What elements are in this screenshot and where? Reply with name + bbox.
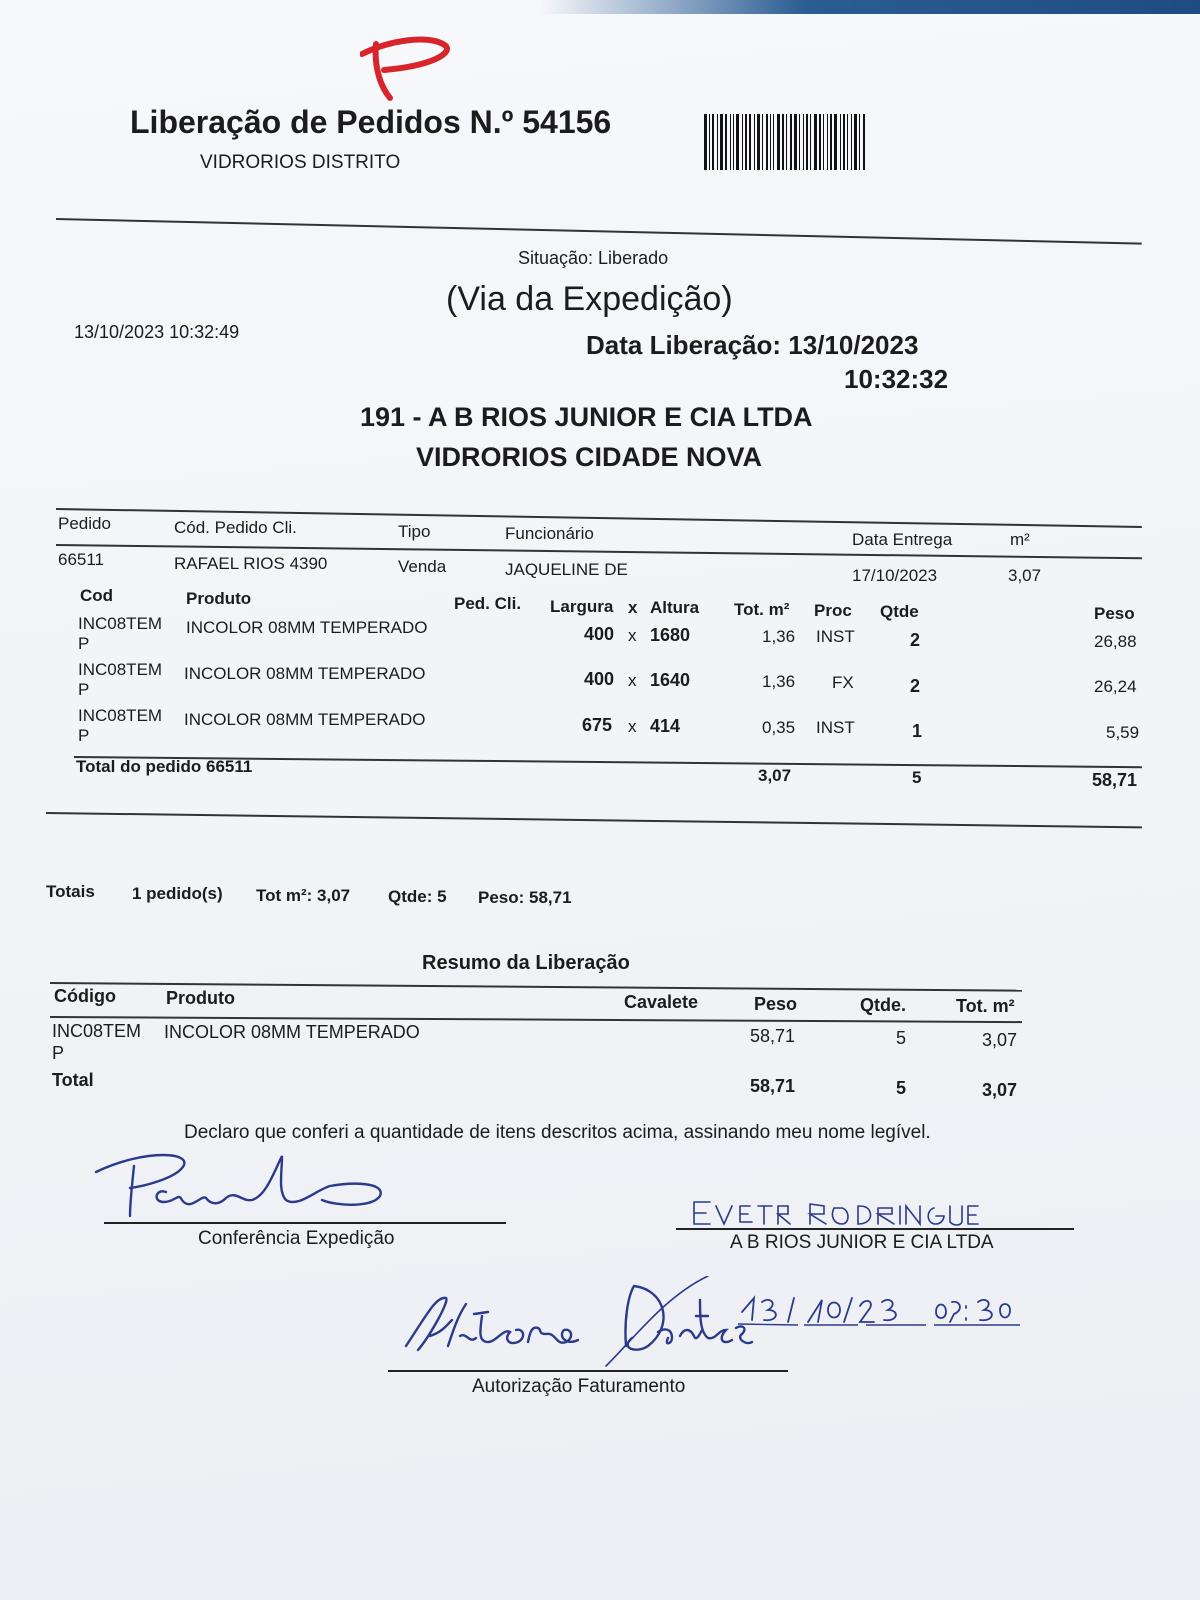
barcode-bar xyxy=(799,114,800,170)
item-proc: INST xyxy=(816,718,855,737)
item-largura: 400 xyxy=(584,669,615,689)
barcode-bar xyxy=(803,114,804,170)
item-code-line: P xyxy=(78,680,90,699)
barcode xyxy=(704,114,896,170)
barcode-bar xyxy=(819,114,821,170)
signature-paulo xyxy=(86,1142,416,1222)
top-edge-band xyxy=(540,0,1200,14)
barcode-bar xyxy=(773,114,774,170)
handwritten-date xyxy=(738,1292,1028,1328)
totals-label: Totais xyxy=(46,882,95,901)
col-tipo: Tipo xyxy=(398,522,431,541)
barcode-bar xyxy=(827,114,828,170)
item-x: x xyxy=(628,717,637,736)
item-tot-m2: 1,36 xyxy=(762,672,796,691)
barcode-bar xyxy=(859,114,860,170)
summary-tot-m2: 3,07 xyxy=(982,1030,1018,1050)
order-type: Venda xyxy=(398,557,447,576)
summary-total-m2: 3,07 xyxy=(982,1080,1018,1100)
document-title: Liberação de Pedidos N.º 54156 xyxy=(130,104,612,140)
barcode-bar xyxy=(742,114,743,170)
employee: JAQUELINE DE xyxy=(505,560,628,579)
totals-orders: 1 pedido(s) xyxy=(132,884,223,903)
barcode-bar xyxy=(794,114,797,170)
item-code-line: INC08TEM xyxy=(78,614,163,633)
barcode-bar xyxy=(709,114,710,170)
items-col-x: x xyxy=(628,598,638,617)
barcode-bar xyxy=(754,114,755,170)
signature-label-right: A B RIOS JUNIOR E CIA LTDA xyxy=(730,1232,994,1253)
items-col-largura: Largura xyxy=(550,597,614,616)
barcode-bar xyxy=(790,114,792,170)
summary-col-qtde: Qtde. xyxy=(860,995,907,1015)
summary-product: INCOLOR 08MM TEMPERADO xyxy=(164,1022,420,1042)
summary-code-line: P xyxy=(52,1043,65,1063)
totals-qtde: Qtde: 5 xyxy=(388,887,447,906)
barcode-bar xyxy=(806,114,808,170)
barcode-bar xyxy=(725,114,727,170)
item-qtde: 1 xyxy=(912,721,923,741)
signature-line-left xyxy=(104,1222,506,1224)
printed-timestamp: 13/10/2023 10:32:49 xyxy=(74,322,240,342)
client-store: VIDRORIOS CIDADE NOVA xyxy=(416,442,763,472)
totals-peso: Peso: 58,71 xyxy=(478,888,572,907)
item-tot-m2: 1,36 xyxy=(762,627,796,646)
barcode-bar xyxy=(745,114,747,170)
barcode-bar xyxy=(749,114,751,170)
item-product: INCOLOR 08MM TEMPERADO xyxy=(184,664,426,683)
barcode-bar xyxy=(847,114,848,170)
divider xyxy=(56,218,1142,245)
item-peso: 5,59 xyxy=(1106,723,1140,742)
barcode-bar xyxy=(704,114,707,170)
item-code-line: INC08TEM xyxy=(78,660,163,679)
barcode-bar xyxy=(830,114,832,170)
divider xyxy=(46,812,1142,828)
totals-m2: Tot m²: 3,07 xyxy=(256,886,351,905)
barcode-bar xyxy=(840,114,841,170)
barcode-bar xyxy=(766,114,768,170)
barcode-bar xyxy=(712,114,714,170)
barcode-bar xyxy=(863,114,865,170)
barcode-bar xyxy=(757,114,760,170)
item-code xyxy=(78,660,162,700)
delivery-date: 17/10/2023 xyxy=(852,566,938,585)
barcode-bar xyxy=(823,114,824,170)
signature-line-right xyxy=(676,1228,1074,1230)
item-code-line: P xyxy=(78,726,90,745)
item-altura: 1680 xyxy=(650,625,691,645)
col-pedido: Pedido xyxy=(58,514,111,533)
signature-label-bottom: Autorização Faturamento xyxy=(472,1376,686,1397)
barcode-bar xyxy=(782,114,784,170)
item-altura: 414 xyxy=(650,716,681,736)
items-col-tot-m2: Tot. m² xyxy=(734,600,790,619)
items-col-proc: Proc xyxy=(814,601,852,620)
col-cod-pedido-cli: Cód. Pedido Cli. xyxy=(174,518,297,537)
summary-total-qtde: 5 xyxy=(896,1078,907,1098)
item-qtde: 2 xyxy=(910,676,921,696)
item-code-line: INC08TEM xyxy=(78,706,163,725)
summary-total-label: Total xyxy=(52,1070,94,1090)
client-name: 191 - A B RIOS JUNIOR E CIA LTDA xyxy=(360,402,813,432)
item-peso: 26,88 xyxy=(1094,632,1137,651)
summary-qtde: 5 xyxy=(896,1028,907,1048)
col-m2: m² xyxy=(1010,530,1030,549)
summary-col-cavalete: Cavalete xyxy=(624,992,699,1012)
item-largura: 400 xyxy=(584,624,615,644)
item-proc: INST xyxy=(816,627,855,646)
items-col-cod: Cod xyxy=(80,586,114,605)
items-col-altura: Altura xyxy=(650,598,700,617)
order-m2: 3,07 xyxy=(1008,566,1042,585)
barcode-bar xyxy=(777,114,780,170)
summary-total-peso: 58,71 xyxy=(750,1076,796,1096)
item-altura: 1640 xyxy=(650,670,691,690)
item-proc: FX xyxy=(832,673,854,692)
declaration-text: Declaro que conferi a quantidade de itens descritos acima, assinando meu nome legível. xyxy=(184,1122,931,1143)
summary-code xyxy=(52,1020,141,1064)
copy-label: (Via da Expedição) xyxy=(446,280,733,318)
barcode-bar xyxy=(851,114,852,170)
item-product: INCOLOR 08MM TEMPERADO xyxy=(186,618,428,637)
order-total-qtde: 5 xyxy=(912,768,922,787)
summary-code-line: INC08TEM xyxy=(52,1021,142,1041)
item-code xyxy=(78,614,162,654)
barcode-bar xyxy=(770,114,771,170)
barcode-bar xyxy=(730,114,731,170)
barcode-bar xyxy=(834,114,837,170)
col-data-entrega: Data Entrega xyxy=(852,530,953,549)
item-tot-m2: 0,35 xyxy=(762,718,796,737)
order-number: 66511 xyxy=(58,550,105,569)
handwritten-p-mark xyxy=(360,36,460,106)
barcode-bar xyxy=(720,114,723,170)
summary-peso: 58,71 xyxy=(750,1026,796,1046)
summary-col-tot-m2: Tot. m² xyxy=(956,996,1015,1016)
release-time: 10:32:32 xyxy=(844,364,949,394)
summary-col-codigo: Código xyxy=(54,986,116,1006)
item-x: x xyxy=(628,626,637,645)
summary-col-peso: Peso xyxy=(754,994,798,1014)
release-date: Data Liberação: 13/10/2023 xyxy=(586,330,919,360)
item-product: INCOLOR 08MM TEMPERADO xyxy=(184,710,426,729)
barcode-bar xyxy=(854,114,857,170)
item-code-line: P xyxy=(78,634,90,653)
col-funcionario: Funcionário xyxy=(505,524,594,543)
summary-title: Resumo da Liberação xyxy=(422,952,630,974)
items-col-peso: Peso xyxy=(1094,604,1135,623)
barcode-bar xyxy=(736,114,739,170)
order-total-m2: 3,07 xyxy=(758,766,792,785)
signature-line-bottom xyxy=(388,1370,788,1372)
item-qtde: 2 xyxy=(910,630,921,650)
items-col-produto: Produto xyxy=(186,589,252,608)
barcode-bar xyxy=(786,114,787,170)
order-total-label: Total do pedido 66511 xyxy=(76,757,253,776)
signature-everton xyxy=(690,1196,980,1230)
item-largura: 675 xyxy=(582,715,613,735)
client-order-code: RAFAEL RIOS 4390 xyxy=(174,554,328,573)
issuer-name: VIDRORIOS DISTRITO xyxy=(200,152,401,173)
status-text: Situação: Liberado xyxy=(518,248,669,268)
item-x: x xyxy=(628,671,637,690)
summary-col-produto: Produto xyxy=(166,988,235,1008)
barcode-bar xyxy=(717,114,718,170)
item-code xyxy=(78,706,162,746)
signature-label-left: Conferência Expedição xyxy=(198,1228,395,1249)
barcode-bar xyxy=(762,114,763,170)
item-peso: 26,24 xyxy=(1094,677,1137,696)
items-col-ped-cli: Ped. Cli. xyxy=(454,594,522,613)
barcode-bar xyxy=(814,114,817,170)
barcode-bar xyxy=(810,114,811,170)
signature-vitoria-dantas xyxy=(396,1276,756,1372)
items-col-qtde: Qtde xyxy=(880,602,919,621)
barcode-bar xyxy=(843,114,845,170)
order-total-peso: 58,71 xyxy=(1092,770,1138,790)
barcode-bar xyxy=(733,114,734,170)
